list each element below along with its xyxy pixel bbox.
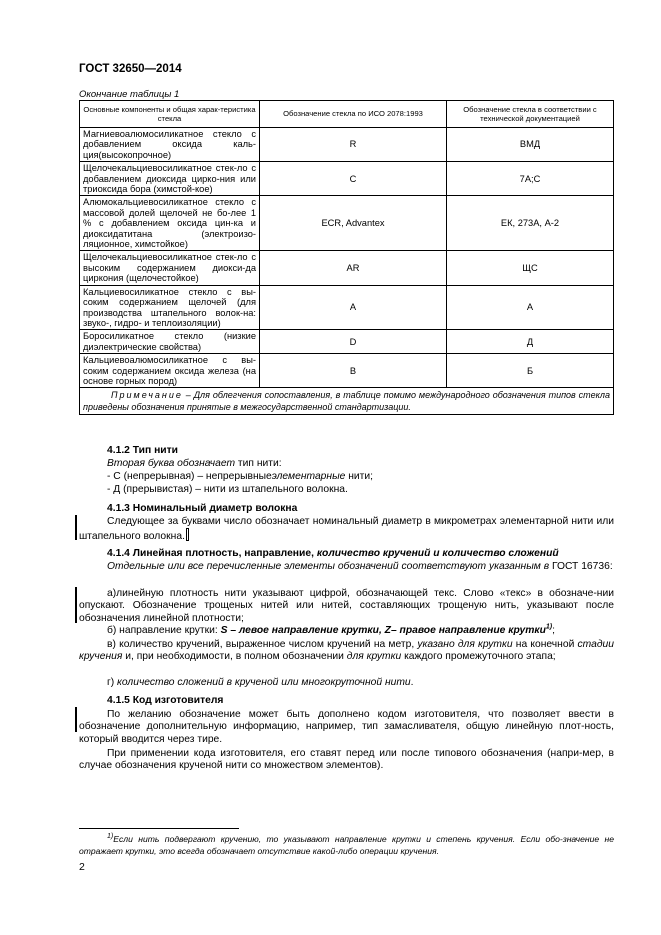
column-header-tech-doc: Обозначение стекла в соответствии с технической документацией	[447, 101, 614, 128]
footnote-marker: 1)	[107, 833, 114, 841]
v-part: и, при необходимости, в полном обозначении	[122, 651, 347, 663]
item-text: - С (непрерывная) – непрерывные	[107, 471, 272, 482]
v-italic: стадии кручения	[79, 639, 614, 663]
section-4-1-2-intro	[79, 458, 614, 470]
item-b-bold: S – левое направление крутки, Z– правое направление крутки	[220, 625, 546, 636]
section-4-1-5-paragraph-1: По желанию обозначение может быть дополнено кодом изготовителя, что позволяет ввести в обозначение дополнительную информацию, например, тип замасливателя, общую линейную плот-ность, который вводится через тире.	[79, 709, 614, 745]
cell-components: Щелочекальциевосиликатное стек-ло с добавлением диоксида цирко-ния или триоксида бора (химстой-кое)	[80, 162, 260, 196]
revision-mark	[75, 515, 77, 540]
column-header-iso: Обозначение стекла по ИСО 2078:1993	[260, 101, 447, 128]
list-item-staple: - Д (прерывистая) – нити из штапельного волокна.	[107, 484, 348, 495]
column-header-components: Основные компоненты и общая харак-теристика стекла	[80, 101, 260, 128]
item-b-end: ;	[552, 625, 555, 636]
cell-tech: ВМД	[447, 128, 614, 162]
table-row	[80, 251, 614, 285]
intro-italic: Вторая буква обозначает	[107, 458, 236, 469]
footnote-ref: 1)	[545, 623, 553, 631]
page-number: 2	[79, 861, 85, 873]
item-italic: элементарные	[271, 471, 346, 482]
section-4-1-3-title: 4.1.3 Номинальный диаметр волокна	[107, 503, 298, 514]
table-note	[80, 388, 614, 415]
text-cursor-box	[186, 528, 189, 541]
cell-components: Щелочекальциевосиликатное стек-ло с высоким содержанием диокси-да циркония (щелочестойкое)	[80, 251, 260, 285]
item-b-label: б) направление крутки:	[107, 625, 221, 636]
cell-tech: ЩС	[447, 251, 614, 285]
intro-normal: тип нити:	[235, 458, 282, 469]
cell-components: Кальциевосиликатное стекло с вы-соким содержанием щелочей (для производства штапельного волок-на: звуко-, гидро- и теплоизоляции)	[80, 285, 260, 330]
intro-italic: Отдельные или все перечисленные элементы обозначений соответствуют указанным в	[107, 561, 550, 572]
v-part: в) количество кручений, выраженное числом кручений на метр,	[107, 639, 418, 650]
section-4-1-5-title: 4.1.5 Код изготовителя	[107, 695, 224, 706]
table-row	[80, 330, 614, 354]
item-g-ply-count	[79, 677, 614, 689]
cell-components: Магниевоалюмосиликатное стекло с добавлением оксида каль-ция(высокопрочное)	[80, 128, 260, 162]
table-header-row	[80, 101, 614, 128]
intro-normal: ГОСТ 16736:	[549, 561, 613, 572]
note-label: Примечание	[111, 390, 183, 401]
item-b-twist-direction	[79, 625, 614, 637]
section-4-1-2-title: 4.1.2 Тип нити	[107, 445, 178, 456]
footnote-text: Если нить подвергают кручению, то указывают направление крутки и степень кручения. Если обо-значение не отражает крутки, это всегда обозначает отсутствие какой-либо операции кручения.	[79, 834, 614, 857]
section-4-1-5-paragraph-2: При применении кода изготовителя, его ставят перед или после типового обозначения (напри-мер, в случае обозначения крученой нити со множеством элементов).	[79, 748, 614, 772]
cell-iso: D	[260, 330, 447, 354]
revision-mark	[75, 587, 77, 623]
table-row	[80, 128, 614, 162]
cell-tech: ЕК, 273А, А-2	[447, 196, 614, 251]
glass-designation-table	[79, 100, 614, 415]
v-italic: указано для крутки	[417, 639, 513, 650]
table-row	[80, 162, 614, 196]
v-italic: для крутки	[346, 651, 402, 663]
table-row	[80, 196, 614, 251]
table-caption: Окончание таблицы 1	[79, 89, 180, 100]
table-row	[80, 354, 614, 388]
g-italic: количество сложений в крученой или многокруточной нити	[117, 677, 411, 688]
title-italic: количество кручений и количество сложений	[316, 548, 559, 559]
cell-tech: А	[447, 285, 614, 330]
cell-iso: B	[260, 354, 447, 388]
cell-tech: 7А;С	[447, 162, 614, 196]
item-end: нити;	[345, 471, 374, 482]
cell-iso: C	[260, 162, 447, 196]
item-a-linear-density: а)линейную плотность нити указывают цифрой, обозначающей текс. Слово «текс» в обозначе-нии опускают. Обозначение трощеных нитей или нитей, составляющих трощеную нить, указывают после обозначения линейной плотности;	[79, 588, 614, 624]
footnote	[79, 833, 614, 858]
v-part: каждого промежуточного этапа;	[401, 651, 556, 663]
g-label: г)	[107, 677, 118, 688]
footnote-separator	[79, 828, 239, 829]
list-item-continuous	[79, 471, 614, 483]
cell-components: Кальциевоалюмосиликатное с вы-соким содержанием оксида железа (на основе горных пород)	[80, 354, 260, 388]
section-4-1-3-text	[79, 516, 614, 544]
cell-iso: ECR, Advantex	[260, 196, 447, 251]
section-4-1-4-intro	[79, 561, 614, 573]
v-part: на конечной	[512, 639, 578, 650]
g-end: .	[410, 677, 414, 688]
cell-iso: R	[260, 128, 447, 162]
revision-mark	[75, 707, 77, 732]
section-4-1-4-title	[79, 548, 614, 560]
cell-components: Алюмокальциевосиликатное стекло с массовой долей щелочей не бо-лее 1 % с добавлением оксида цин-ка и диоксидатитана (электроизо-ляционное, химстойкое)	[80, 196, 260, 251]
item-v-twist-count	[79, 639, 614, 664]
cell-tech: Б	[447, 354, 614, 388]
note-text: – Для облегчения сопоставления, в таблице помимо международного обозначения типов стекла приведены обозначения принятые в межгосударственной стандартизации.	[83, 390, 610, 413]
document-code: ГОСТ 32650—2014	[79, 63, 182, 75]
paragraph-text: Следующее за буквами число обозначает номинальный диаметр в микрометрах элементарной нити или штапельного волокна.	[79, 516, 614, 543]
cell-iso: A	[260, 285, 447, 330]
cell-tech: Д	[447, 330, 614, 354]
cell-iso: AR	[260, 251, 447, 285]
table-row	[80, 285, 614, 330]
table-note-row	[80, 388, 614, 415]
cell-components: Боросиликатное стекло (низкие диэлектрические свойства)	[80, 330, 260, 354]
title-normal: 4.1.4 Линейная плотность, направление,	[107, 548, 317, 559]
